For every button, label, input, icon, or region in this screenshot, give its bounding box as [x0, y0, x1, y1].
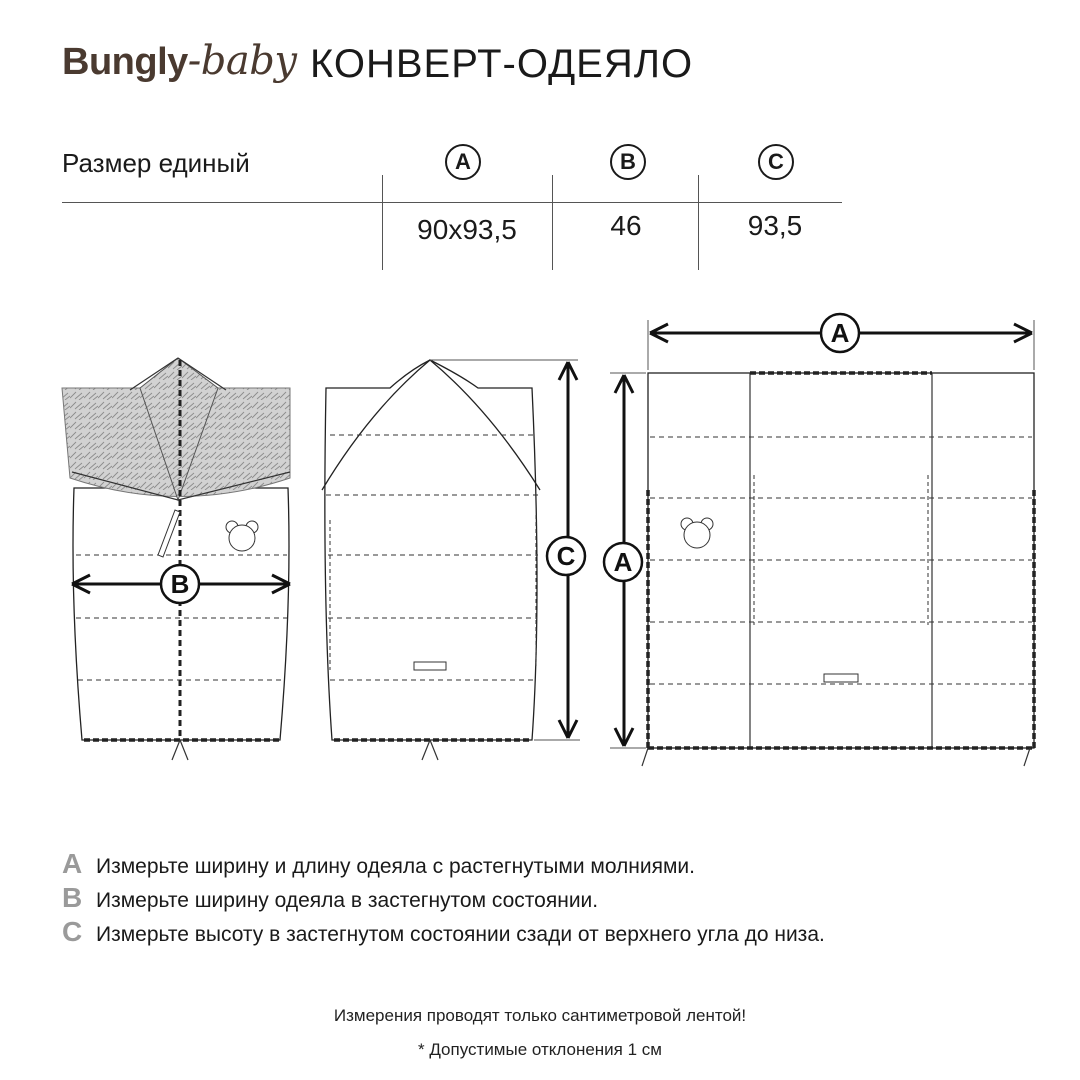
envelope-back-figure — [322, 360, 585, 760]
footer-tolerance: * Допустимые отклонения 1 см — [418, 1040, 662, 1059]
note-text: Измерьте высоту в застегнутом состоянии сзади от верхнего угла до низа. — [96, 923, 825, 946]
value-b: 46 — [610, 210, 642, 241]
column-header-a: A — [445, 144, 481, 180]
brand-script: -baby — [187, 38, 297, 84]
label-a-side: A — [613, 547, 633, 577]
label-a-top: A — [830, 318, 850, 348]
table-column-divider — [552, 175, 553, 270]
note-text: Измерьте ширину одеяла в застегнутом состоянии. — [96, 889, 599, 912]
value-c: 93,5 — [747, 210, 803, 241]
note-a — [62, 848, 695, 880]
note-c — [62, 916, 825, 948]
value-a: 90x93,5 — [417, 214, 517, 245]
note-letter: A — [62, 848, 83, 879]
table-column-divider — [698, 175, 699, 270]
column-header-b: B — [610, 144, 646, 180]
note-b — [62, 882, 598, 914]
column-header-c: C — [758, 144, 794, 180]
table-column-divider — [382, 175, 383, 270]
size-row-label: Размер единый — [62, 148, 250, 178]
page-title: КОНВЕРТ-ОДЕЯЛО — [310, 42, 694, 86]
note-letter: B — [62, 882, 83, 913]
brand-main: Bungly — [62, 41, 188, 83]
envelope-front-figure — [62, 358, 290, 760]
brand-logo — [62, 38, 296, 84]
label-b: B — [170, 569, 190, 599]
label-c: C — [556, 541, 576, 571]
footer-warning: Измерения проводят только сантиметровой лентой! — [333, 1006, 747, 1025]
note-text: Измерьте ширину и длину одеяла с растегнутыми молниями. — [96, 855, 695, 878]
measurement-diagrams — [0, 300, 1080, 780]
table-divider — [62, 202, 842, 203]
note-letter: C — [62, 916, 83, 947]
open-blanket-figure — [604, 314, 1034, 766]
